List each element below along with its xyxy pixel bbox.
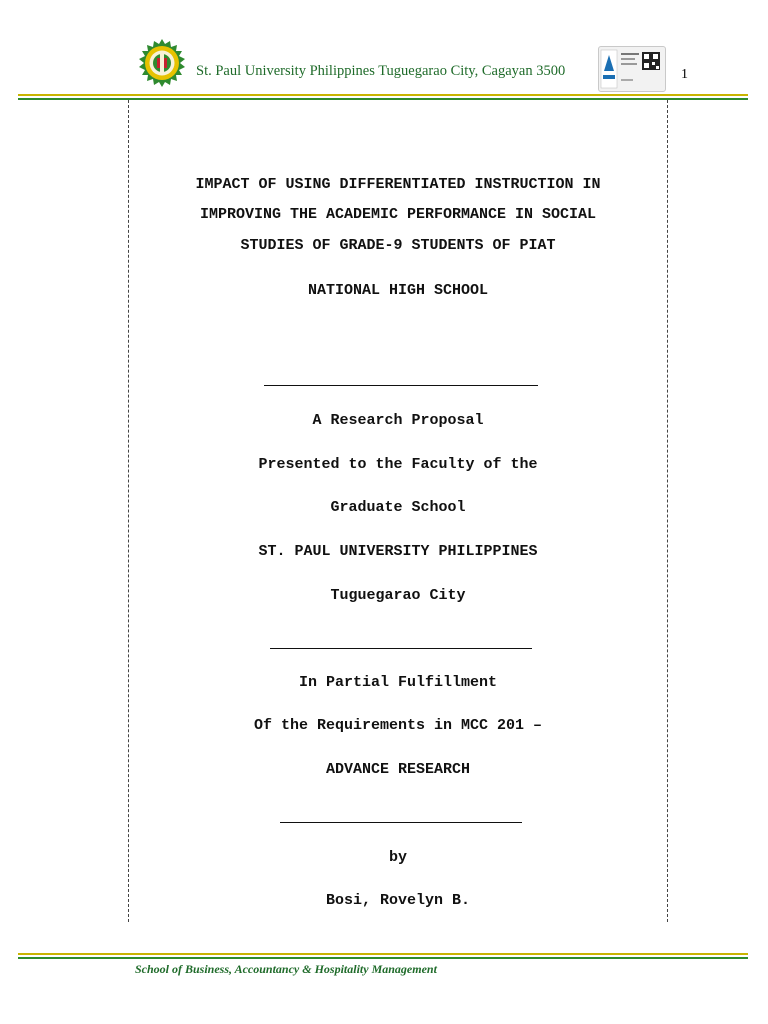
footer-green-rule bbox=[18, 957, 748, 959]
footer-gold-rule bbox=[18, 953, 748, 955]
proposal-line: A Research Proposal bbox=[312, 412, 484, 429]
title-line: IMPROVING THE ACADEMIC PERFORMANCE IN SOCIAL bbox=[199, 206, 597, 223]
title-line: STUDIES OF GRADE-9 STUDENTS OF PIAT bbox=[240, 237, 556, 254]
fulfillment-line: Of the Requirements in MCC 201 – bbox=[253, 717, 543, 734]
proposal-line: Tuguegarao City bbox=[330, 587, 466, 604]
page-number: 1 bbox=[681, 67, 688, 82]
section-divider bbox=[270, 648, 532, 649]
title-line: IMPACT OF USING DIFFERENTIATED INSTRUCTION IN bbox=[195, 176, 601, 193]
proposal-line: ST. PAUL UNIVERSITY PHILIPPINES bbox=[258, 543, 538, 560]
by-label: by bbox=[388, 849, 407, 866]
proposal-line: Graduate School bbox=[330, 499, 466, 516]
iso-certification-icon bbox=[598, 46, 666, 92]
section-divider bbox=[280, 822, 522, 823]
right-margin-guide bbox=[667, 100, 668, 922]
author-name: Bosi, Rovelyn B. bbox=[325, 892, 471, 909]
proposal-line: Presented to the Faculty of the bbox=[258, 456, 538, 473]
fulfillment-line: ADVANCE RESEARCH bbox=[325, 761, 471, 778]
university-seal-icon bbox=[137, 38, 187, 88]
university-address: St. Paul University Philippines Tuguegarao City, Cagayan 3500 bbox=[196, 63, 566, 79]
page-header bbox=[0, 0, 768, 110]
fulfillment-line: In Partial Fulfillment bbox=[298, 674, 498, 691]
header-gold-rule bbox=[18, 94, 748, 96]
school-footer: School of Business, Accountancy & Hospitality Management bbox=[135, 962, 437, 976]
left-margin-guide bbox=[128, 100, 129, 922]
title-line: NATIONAL HIGH SCHOOL bbox=[307, 282, 489, 299]
section-divider bbox=[264, 385, 538, 386]
